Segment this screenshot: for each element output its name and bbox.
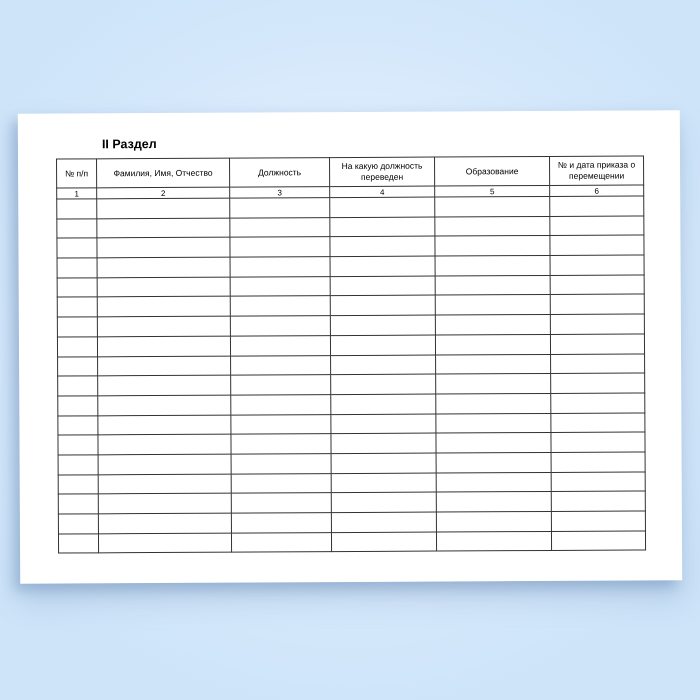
column-number: 4 (330, 186, 435, 198)
column-number: 3 (230, 187, 330, 199)
section-title: II Раздел (101, 137, 157, 152)
empty-cell (330, 276, 435, 296)
table-head (57, 156, 644, 199)
empty-cell (231, 394, 331, 414)
empty-cell (436, 433, 551, 453)
empty-cell (331, 473, 436, 493)
empty-cell (330, 236, 435, 256)
empty-cell (97, 297, 230, 317)
empty-cell (58, 356, 98, 376)
empty-cell (231, 414, 331, 434)
empty-cell (436, 354, 551, 374)
empty-cell (551, 393, 645, 413)
empty-cell (57, 199, 97, 219)
empty-cell (551, 491, 645, 511)
empty-cell (231, 454, 331, 474)
empty-cell (550, 275, 644, 295)
empty-cell (230, 198, 330, 218)
empty-cell (98, 434, 231, 454)
empty-cell (551, 432, 645, 452)
transfer-register-table (56, 155, 646, 553)
empty-cell (550, 235, 644, 255)
empty-cell (98, 356, 231, 376)
empty-cell (331, 414, 436, 434)
empty-cell (58, 376, 98, 396)
empty-cell (436, 413, 551, 433)
empty-cell (98, 493, 231, 513)
empty-cell (230, 316, 330, 336)
col-header-education: Образование (435, 156, 550, 186)
empty-cell (58, 455, 98, 475)
empty-cell (551, 373, 645, 393)
empty-cell (435, 216, 550, 236)
empty-cell (57, 238, 97, 258)
empty-cell (97, 238, 230, 258)
empty-cell (550, 314, 644, 334)
empty-cell (57, 219, 97, 239)
column-number: 5 (435, 185, 550, 197)
empty-cell (58, 534, 98, 554)
empty-cell (58, 435, 98, 455)
empty-cell (230, 237, 330, 257)
empty-cell (230, 217, 330, 237)
empty-cell (231, 513, 331, 533)
empty-cell (231, 532, 331, 552)
empty-cell (551, 511, 645, 531)
empty-cell (435, 196, 550, 216)
empty-cell (97, 336, 230, 356)
empty-cell (230, 296, 330, 316)
empty-cell (330, 256, 435, 276)
empty-cell (435, 334, 550, 354)
column-number: 2 (97, 187, 230, 199)
empty-cell (98, 454, 231, 474)
empty-cell (330, 217, 435, 237)
empty-cell (230, 257, 330, 277)
empty-cell (98, 474, 231, 494)
empty-cell (435, 275, 550, 295)
empty-cell (436, 492, 551, 512)
empty-cell (436, 452, 551, 472)
empty-cell (98, 375, 231, 395)
empty-cell (330, 315, 435, 335)
empty-cell (331, 433, 436, 453)
empty-cell (436, 393, 551, 413)
empty-cell (58, 514, 98, 534)
col-header-number: № п/п (57, 159, 97, 188)
empty-cell (436, 531, 551, 551)
empty-cell (331, 374, 436, 394)
empty-cell (331, 394, 436, 414)
empty-cell (550, 196, 644, 216)
empty-cell (330, 197, 435, 217)
empty-cell (98, 415, 231, 435)
empty-cell (550, 255, 644, 275)
empty-cell (98, 513, 231, 533)
empty-cell (231, 473, 331, 493)
empty-cell (551, 472, 645, 492)
empty-cell (57, 317, 97, 337)
empty-cell (551, 413, 645, 433)
empty-cell (97, 218, 230, 238)
empty-rows-body (57, 196, 646, 553)
empty-cell (230, 276, 330, 296)
empty-cell (231, 434, 331, 454)
empty-cell (58, 396, 98, 416)
empty-cell (551, 531, 645, 551)
empty-cell (550, 294, 644, 314)
empty-cell (550, 216, 644, 236)
col-header-transferred-to: На какую должность переведен (330, 157, 435, 187)
empty-cell (231, 493, 331, 513)
column-number: 1 (57, 188, 97, 199)
empty-cell (330, 295, 435, 315)
empty-cell (550, 334, 644, 354)
empty-cell (436, 511, 551, 531)
empty-cell (331, 532, 436, 552)
empty-cell (551, 353, 645, 373)
empty-cell (231, 375, 331, 395)
empty-cell (58, 474, 98, 494)
empty-cell (58, 415, 98, 435)
empty-cell (98, 395, 231, 415)
empty-cell (57, 278, 97, 298)
empty-cell (436, 374, 551, 394)
empty-cell (435, 295, 550, 315)
empty-cell (97, 316, 230, 336)
empty-cell (98, 533, 231, 553)
empty-cell (435, 256, 550, 276)
empty-cell (57, 337, 97, 357)
empty-cell (97, 257, 230, 277)
col-header-fullname: Фамилия, Имя, Отчество (97, 158, 230, 188)
empty-cell (331, 512, 436, 532)
empty-cell (435, 236, 550, 256)
column-number: 6 (550, 185, 644, 196)
empty-cell (58, 494, 98, 514)
empty-cell (331, 453, 436, 473)
empty-cell (330, 335, 435, 355)
empty-cell (97, 277, 230, 297)
empty-cell (231, 355, 331, 375)
empty-cell (57, 258, 97, 278)
table-row (58, 531, 645, 554)
document-page (18, 110, 682, 583)
col-header-position: Должность (230, 158, 330, 188)
empty-cell (230, 335, 330, 355)
empty-cell (331, 355, 436, 375)
empty-cell (57, 297, 97, 317)
empty-cell (331, 492, 436, 512)
empty-cell (551, 452, 645, 472)
empty-cell (435, 315, 550, 335)
empty-cell (436, 472, 551, 492)
table-header-row (57, 156, 644, 188)
empty-cell (97, 198, 230, 218)
col-header-order-number-date: № и дата приказа о перемещении (550, 156, 644, 185)
